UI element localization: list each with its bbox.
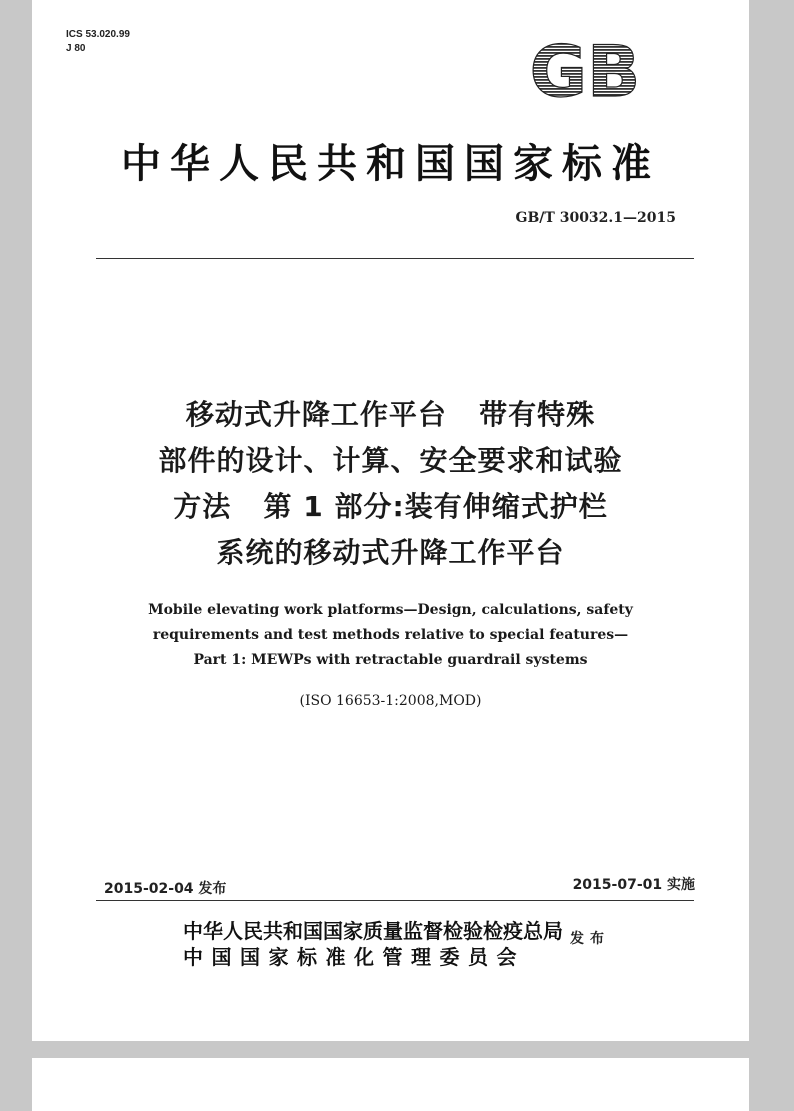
chinese-title-line: 部件的设计、计算、安全要求和试验 — [158, 444, 623, 477]
chinese-title-line: 移动式升降工作平台 带有特殊 — [185, 398, 596, 431]
chinese-title-line: 系统的移动式升降工作平台 — [216, 536, 565, 569]
footer-divider — [96, 900, 694, 901]
standard-type-heading: 中华人民共和国国家标准 — [121, 140, 660, 187]
ccs-code: J 80 — [66, 43, 86, 54]
issue-label: 发布 — [570, 931, 610, 947]
publisher-sac: 中国国家标准化管理委员会 — [183, 945, 525, 969]
next-page-edge — [32, 1058, 749, 1111]
implementation-date: 2015-07-01 实施 — [572, 877, 695, 893]
english-title-line: Mobile elevating work platforms—Design, calculations, safety — [148, 602, 633, 618]
ics-code: ICS 53.020.99 — [66, 29, 130, 40]
header-divider — [96, 258, 694, 259]
gb-logo-text: GB — [529, 40, 641, 100]
english-title-line: Part 1: MEWPs with retractable guardrail systems — [193, 652, 588, 668]
publishers — [183, 918, 563, 970]
classification-codes — [66, 28, 130, 56]
gb-logo — [510, 40, 660, 100]
issue-date: 2015-02-04 发布 — [104, 881, 227, 897]
english-title-line: requirements and test methods relative to special features— — [152, 627, 629, 643]
standard-number: GB/T 30032.1—2015 — [515, 210, 676, 226]
iso-adoption: (ISO 16653-1:2008,MOD) — [299, 693, 482, 709]
chinese-title-line: 方法 第 1 部分:装有伸缩式护栏 — [173, 490, 608, 523]
chinese-title — [32, 392, 749, 576]
publisher-aqsiq: 中华人民共和国国家质量监督检验检疫总局 — [183, 919, 563, 943]
english-title — [32, 598, 749, 673]
